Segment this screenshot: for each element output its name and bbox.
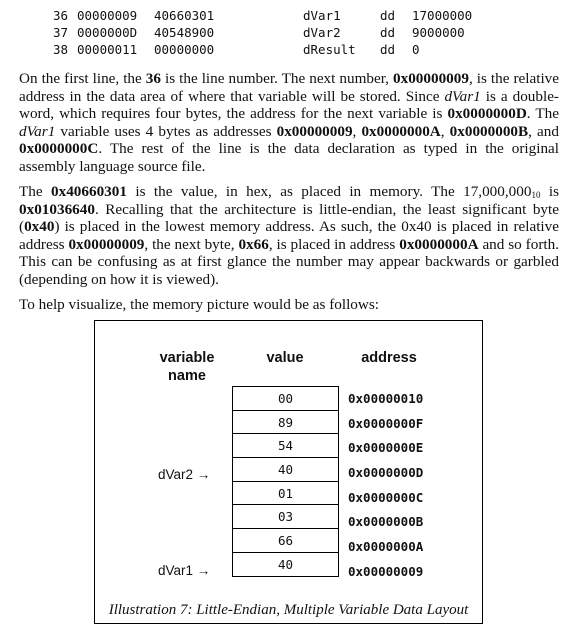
memory-address: 0x0000000D (348, 464, 424, 480)
memory-layout-figure (94, 320, 483, 624)
text: The (19, 183, 52, 200)
relative-address: 0000000D (77, 25, 138, 40)
bold-text: 0x00000009 (393, 70, 469, 87)
bold-text: 0x0000000B (449, 122, 529, 140)
bold-text: 0x01036640 (19, 200, 95, 218)
memory-address: 0x00000010 (348, 390, 424, 406)
memory-cell: 03 (232, 505, 339, 529)
relative-address: 00000011 (77, 42, 138, 57)
bold-text: 0x40660301 (51, 183, 127, 200)
header-variable-name: variable name (159, 350, 215, 384)
memory-address: 0x0000000B (348, 514, 424, 530)
line-number: 36 (53, 8, 69, 23)
header-address: address (361, 350, 417, 366)
bold-text: 0x66 (238, 235, 269, 253)
italic-text: dVar1 (444, 87, 481, 105)
bold-text: 0x00000009 (68, 235, 145, 253)
directive: dd (380, 42, 396, 57)
listing-line (53, 7, 473, 24)
memory-cell: 89 (232, 411, 339, 435)
memory-cell: 54 (232, 434, 339, 458)
line-number: 37 (53, 25, 69, 40)
line-number: 38 (53, 42, 69, 57)
listing-line (53, 24, 465, 41)
memory-address: 0x0000000C (348, 489, 424, 505)
directive: dd (380, 25, 396, 40)
directive: dd (380, 8, 396, 23)
assembly-listing (53, 7, 473, 58)
text: , the next byte, (144, 235, 239, 253)
subscript: 10 (531, 190, 541, 200)
bold-text: 36 (145, 70, 161, 87)
declared-value: 0 (412, 42, 420, 57)
bold-text: 0x0000000D (447, 105, 527, 122)
bold-text: 0x40 (24, 218, 55, 235)
bold-text: 0x0000000C (19, 140, 99, 157)
italic-text: dVar1 (19, 122, 56, 140)
relative-address: 00000009 (77, 8, 138, 23)
text: On the first line, the (19, 70, 146, 87)
label-dvar2: dVar2 → (158, 467, 211, 482)
text: , (352, 122, 362, 140)
text: , (440, 122, 450, 140)
header-value: value (266, 350, 304, 366)
paragraph-endianness (19, 183, 559, 288)
text: . The (526, 105, 559, 122)
variable-name: dVar2 (303, 25, 341, 40)
memory-address: 0x0000000F (348, 415, 424, 431)
text: , and (528, 122, 559, 140)
memory-addresses (348, 386, 423, 584)
text: . The rest of the line is the data declaration as typed in the original assembly language source file. (19, 140, 559, 175)
text: variable uses 4 bytes as addresses (55, 122, 277, 140)
memory-cell: 40 (232, 553, 339, 577)
text: is the value, in hex, as placed in memory. The 17,000,000 (126, 183, 532, 200)
variable-name: dResult (303, 42, 356, 57)
text: , is the relative address in the data area of where that variable will be stored. Since (19, 70, 559, 105)
memory-address: 0x0000000E (348, 440, 424, 456)
memory-address: 0x00000009 (348, 563, 424, 579)
declared-value: 9000000 (412, 25, 465, 40)
text: , is placed in address (268, 235, 400, 253)
text: is the line number. The next number, (160, 70, 393, 87)
text: is (540, 183, 559, 200)
hex-value: 40660301 (154, 8, 215, 23)
text: ) is placed in the lowest memory address. As such, the 0x40 is placed in relative address (19, 218, 559, 253)
memory-cells (232, 386, 339, 577)
memory-cell: 01 (232, 482, 339, 506)
memory-cell: 00 (232, 387, 339, 411)
memory-address: 0x0000000A (348, 538, 424, 554)
memory-cell: 66 (232, 529, 339, 553)
paragraph-line-explanation (19, 70, 559, 175)
listing-line (53, 41, 420, 58)
bold-text: 0x00000009 (276, 122, 353, 140)
memory-cell: 40 (232, 458, 339, 482)
variable-name: dVar1 (303, 8, 341, 23)
hex-value: 00000000 (154, 42, 215, 57)
bold-text: 0x0000000A (361, 122, 441, 140)
text: and so forth. This can be confusing as at first glance the number may appear backwards or garbled (depending on how it is viewed). (19, 235, 559, 288)
bold-text: 0x0000000A (399, 235, 479, 253)
text: . Recalling that the architecture is little-endian, the least significant byte ( (19, 200, 559, 235)
text: is a double-word, which requires four bytes, the address for the next variable is (19, 87, 559, 122)
hex-value: 40548900 (154, 25, 215, 40)
declared-value: 17000000 (412, 8, 473, 23)
label-dvar1: dVar1 → (158, 563, 211, 578)
paragraph-visualize: To help visualize, the memory picture would be as follows: (19, 296, 379, 313)
figure-caption: Illustration 7: Little-Endian, Multiple Variable Data Layout (108, 602, 469, 618)
